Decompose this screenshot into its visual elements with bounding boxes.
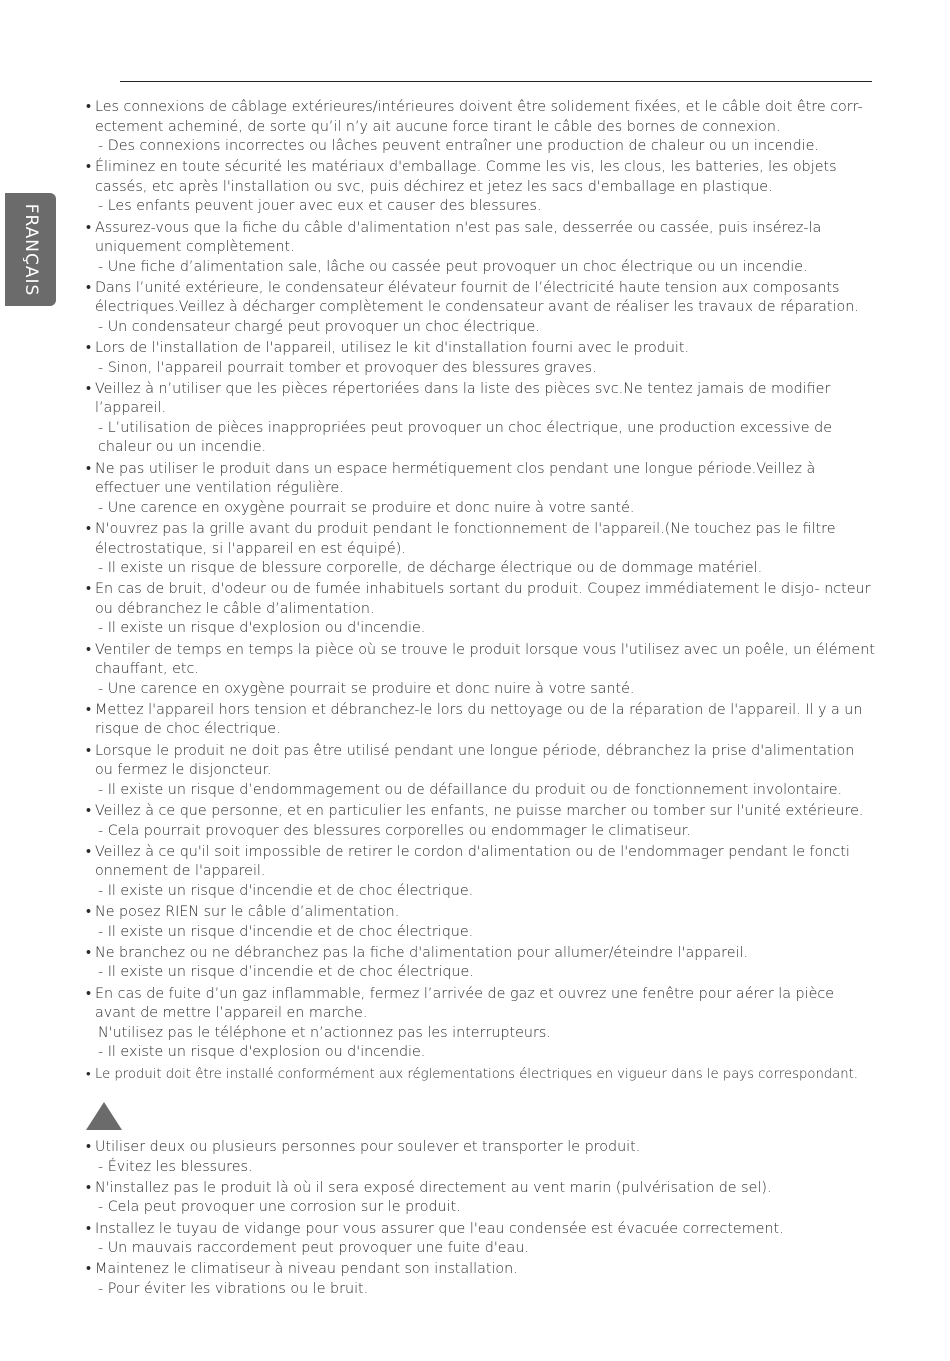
list-item: • Maintenez le climatiseur à niveau pendant son installation. - Pour éviter les vibrations ou le bruit. [86,1261,518,1297]
list-item: • En cas de fuite d’un gaz inflammable, fermez l’arrivée de gaz et ouvrez une fenêtre pour aérer la pièce avant de mettre l’appareil en marche. N'utilisez pas le téléphone et n’actionnez pas les interrupteurs. - Il existe un risque d'explosion ou d'incendie. [86,985,835,1061]
caution-triangle-icon [86,1102,122,1130]
list-item: • Éliminez en toute sécurité les matériaux d'emballage. Comme les vis, les clous, les batteries, les objets cassés, etc après l'installation ou svc, puis déchirez et jetez les sacs d'emballage en plastique. - Les enfants peuvent jouer avec eux et causer des blessures. [86,159,837,215]
safety-instructions [86,98,876,1299]
list-item: • Mettez l'appareil hors tension et débranchez-le lors du nettoyage ou de la réparation de l'appareil. Il y a un risque de choc électrique. [86,701,863,738]
list-item: • Lorsque le produit ne doit pas être utilisé pendant une longue période, débranchez la prise d'alimentation ou fermez le disjoncteur. - Il existe un risque d’endommagement ou de défaillance du produit ou de fonctionnement involontaire. [86,742,855,798]
list-item: • Veillez à ce que personne, et en particulier les enfants, ne puisse marcher ou tomber sur l'unité extérieure. - Cela pourrait provoquer des blessures corporelles ou endommager le climatiseur. [86,803,864,839]
list-item: • Ventiler de temps en temps la pièce où se trouve le produit lorsque vous l'utilisez avec un poêle, un élément chauffant, etc. - Une carence en oxygène pourrait se produire et donc nuire à votre santé. [86,641,875,697]
language-label: FRANÇAIS [20,203,41,296]
list-item: • N'installez pas le produit là où il sera exposé directement au vent marin (pulvérisation de sel). - Cela peut provoquer une corrosion sur le produit. [86,1179,772,1216]
list-item: • Le produit doit être installé conformément aux réglementations électriques en vigueur dans le pays correspondant. [86,1066,858,1082]
list-item: • Ne branchez ou ne débranchez pas la fiche d'alimentation pour allumer/éteindre l'appareil. - Il existe un risque d’incendie et de choc électrique. [86,944,749,981]
list-item: • Veillez à ce qu'il soit impossible de retirer le cordon d'alimentation ou de l'endommager pendant le foncti onnement de l'appareil. - Il existe un risque d'incendie et de choc électrique. [86,843,850,899]
header-rule [120,81,872,82]
list-item: • Dans l’unité extérieure, le condensateur élévateur fournit de l’électricité haute tension aux composants électriques.Veillez à décharger complètement le condensateur avant de réaliser les travaux de réparation. - Un condensateur chargé peut provoquer un choc électrique. [86,279,859,335]
list-item: • Installez le tuyau de vidange pour vous assurer que l'eau condensée est évacuée correctement. - Un mauvais raccordement peut provoquer une fuite d'eau. [86,1220,784,1257]
list-item: • En cas de bruit, d'odeur ou de fumée inhabituels sortant du produit. Coupez immédiatement le disjo- ncteur ou débranchez le câble d’alimentation. - Il existe un risque d'explosion ou d'incendie. [86,581,871,637]
list-item: • Assurez-vous que la fiche du câble d'alimentation n'est pas sale, desserrée ou cassée, puis insérez-la uniquement complètement. - Une fiche d’alimentation sale, lâche ou cassée peut provoquer un choc électrique ou un incendie. [86,219,822,275]
list-item: • Les connexions de câblage extérieures/intérieures doivent être solidement fixées, et le câble doit être corr- ectement acheminé, de sorte qu’il n’y ait aucune force tirant le câble des bornes de connexion. - Des connexions incorrectes ou lâches peuvent entraîner une production de chaleur ou un incendie. [86,99,863,154]
language-side-tab [5,193,56,306]
list-item: • Ne posez RIEN sur le câble d’alimentation. - Il existe un risque d'incendie et de choc électrique. [86,904,474,940]
list-item: • Ne pas utiliser le produit dans un espace hermétiquement clos pendant une longue période.Veillez à effectuer une ventilation régulière. - Une carence en oxygène pourrait se produire et donc nuire à votre santé. [86,460,816,516]
list-item: • Lors de l'installation de l'appareil, utilisez le kit d'installation fourni avec le produit. - Sinon, l'appareil pourrait tomber et provoquer des blessures graves. [86,340,690,376]
list-item: • Utiliser deux ou plusieurs personnes pour soulever et transporter le produit. - Évitez les blessures. [86,1139,641,1175]
list-item: • N'ouvrez pas la grille avant du produit pendant le fonctionnement de l'appareil.(Ne touchez pas le filtre électrostatique, si l'appareil en est équipé). - Il existe un risque de blessure corporelle, de décharge électrique ou de dommage matériel. [86,521,836,577]
list-item: • Veillez à n’utiliser que les pièces répertoriées dans la liste des pièces svc.Ne tentez jamais de modifier l’appareil. - L’utilisation de pièces inappropriées peut provoquer un choc électrique, une production excessive de chaleur ou un incendie. [86,380,833,456]
